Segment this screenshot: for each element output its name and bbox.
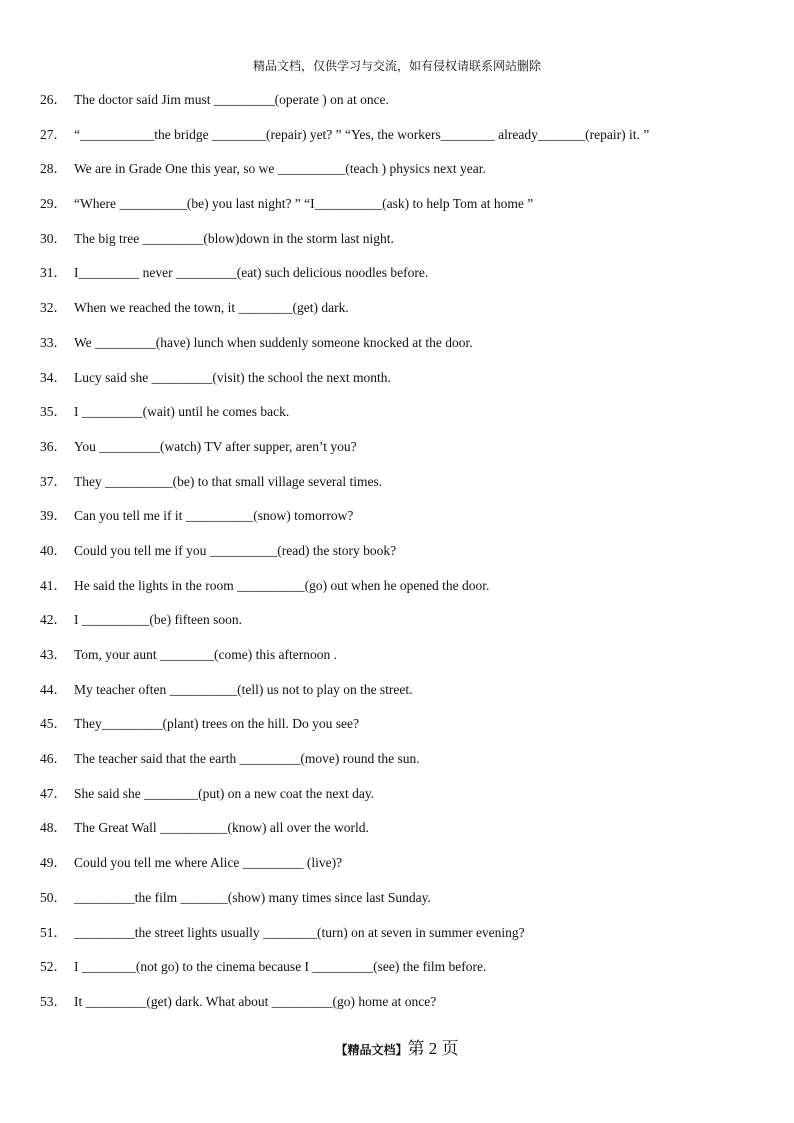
question-text: I ________(not go) to the cinema because I _________(see) the film before. [74, 959, 487, 975]
page-header: 精品文档，仅供学习与交流，如有侵权请联系网站删除 [252, 59, 541, 73]
question-number: 28． [40, 161, 67, 177]
question-number: 35． [40, 404, 67, 420]
question-text: We _________(have) lunch when suddenly someone knocked at the door. [74, 334, 473, 350]
question-text: We are in Grade One this year, so we __________(teach ) physics next year. [74, 161, 486, 177]
question-item [40, 88, 780, 123]
question-item [40, 366, 780, 401]
question-number: 47． [40, 785, 67, 801]
question-text: They __________(be) to that small village several times. [74, 473, 383, 489]
question-item [40, 851, 780, 886]
question-text: The Great Wall __________(know) all over the world. [74, 820, 369, 836]
question-list [40, 88, 780, 1025]
question-number: 52． [40, 959, 67, 975]
footer-tag: 【精品文档】 [335, 1043, 408, 1057]
question-text: The big tree _________(blow)down in the storm last night. [74, 230, 394, 246]
question-item [40, 678, 780, 713]
question-number: 43． [40, 647, 67, 662]
question-text: You _________(watch) TV after supper, aren’t you? [74, 438, 357, 454]
question-number: 34． [40, 369, 67, 385]
question-text: Tom, your aunt ________(come) this afternoon . [74, 647, 337, 662]
question-number: 49． [40, 855, 67, 871]
question-number: 36． [40, 438, 67, 454]
question-item [40, 227, 780, 262]
question-text: “Where __________(be) you last night? ” “I__________(ask) to help Tom at home ” [74, 196, 534, 212]
question-item [40, 470, 780, 505]
question-number: 44． [40, 681, 67, 697]
question-item [40, 921, 780, 956]
question-item [40, 157, 780, 192]
question-item [40, 608, 780, 643]
question-item [40, 123, 780, 158]
question-item [40, 574, 780, 609]
question-number: 40． [40, 542, 67, 558]
question-item [40, 747, 780, 782]
question-text: I __________(be) fifteen soon. [74, 612, 242, 628]
question-item [40, 296, 780, 331]
question-item [40, 816, 780, 851]
question-number: 32． [40, 300, 67, 316]
question-item [40, 886, 780, 921]
question-text: Lucy said she _________(visit) the school the next month. [74, 369, 391, 385]
question-item [40, 435, 780, 470]
question-text: He said the lights in the room __________(go) out when he opened the door. [74, 577, 490, 593]
question-item [40, 400, 780, 435]
question-number: 46． [40, 751, 67, 767]
question-number: 51． [40, 924, 67, 940]
question-number: 30． [40, 230, 67, 246]
question-item [40, 712, 780, 747]
question-number: 48． [40, 820, 67, 836]
question-text: _________the film _______(show) many times since last Sunday. [74, 889, 431, 905]
question-item [40, 643, 780, 678]
question-text: I _________(wait) until he comes back. [74, 404, 290, 420]
question-number: 41． [40, 577, 67, 593]
question-text: They_________(plant) trees on the hill. Do you see? [74, 716, 359, 732]
question-item [40, 331, 780, 366]
question-text: Could you tell me where Alice _________ (live)? [74, 855, 343, 871]
question-text: Can you tell me if it __________(snow) tomorrow? [74, 508, 354, 524]
question-number: 26． [40, 92, 67, 107]
question-number: 50． [40, 889, 67, 905]
question-number: 42． [40, 612, 67, 628]
question-item [40, 504, 780, 539]
question-number: 45． [40, 716, 67, 732]
question-text: The doctor said Jim must _________(operate ) on at once. [74, 92, 389, 107]
question-text: The teacher said that the earth _________(move) round the sun. [74, 751, 420, 767]
page-number: 第 2 页 [407, 1039, 459, 1058]
question-item [40, 782, 780, 817]
question-text: “___________the bridge ________(repair) yet? ” “Yes, the workers________ already_______(repair) it. ” [74, 126, 650, 142]
question-number: 33． [40, 334, 67, 350]
question-text: It _________(get) dark. What about _________(go) home at once? [74, 993, 437, 1009]
question-text: My teacher often __________(tell) us not to play on the street. [74, 681, 413, 697]
page-footer [0, 1034, 794, 1059]
question-item [40, 261, 780, 296]
question-number: 27． [40, 126, 67, 142]
question-number: 39． [40, 508, 67, 524]
question-number: 31． [40, 265, 67, 281]
question-item [40, 192, 780, 227]
question-number: 37． [40, 473, 67, 489]
question-number: 53． [40, 993, 67, 1009]
question-item [40, 955, 780, 990]
question-text: Could you tell me if you __________(read) the story book? [74, 542, 397, 558]
question-text: When we reached the town, it ________(get) dark. [74, 300, 349, 316]
question-text: _________the street lights usually ________(turn) on at seven in summer evening? [74, 924, 525, 940]
question-item [40, 539, 780, 574]
question-text: She said she ________(put) on a new coat the next day. [74, 785, 375, 801]
question-number: 29． [40, 196, 67, 212]
question-text: I_________ never _________(eat) such delicious noodles before. [74, 265, 429, 281]
question-item [40, 990, 780, 1025]
